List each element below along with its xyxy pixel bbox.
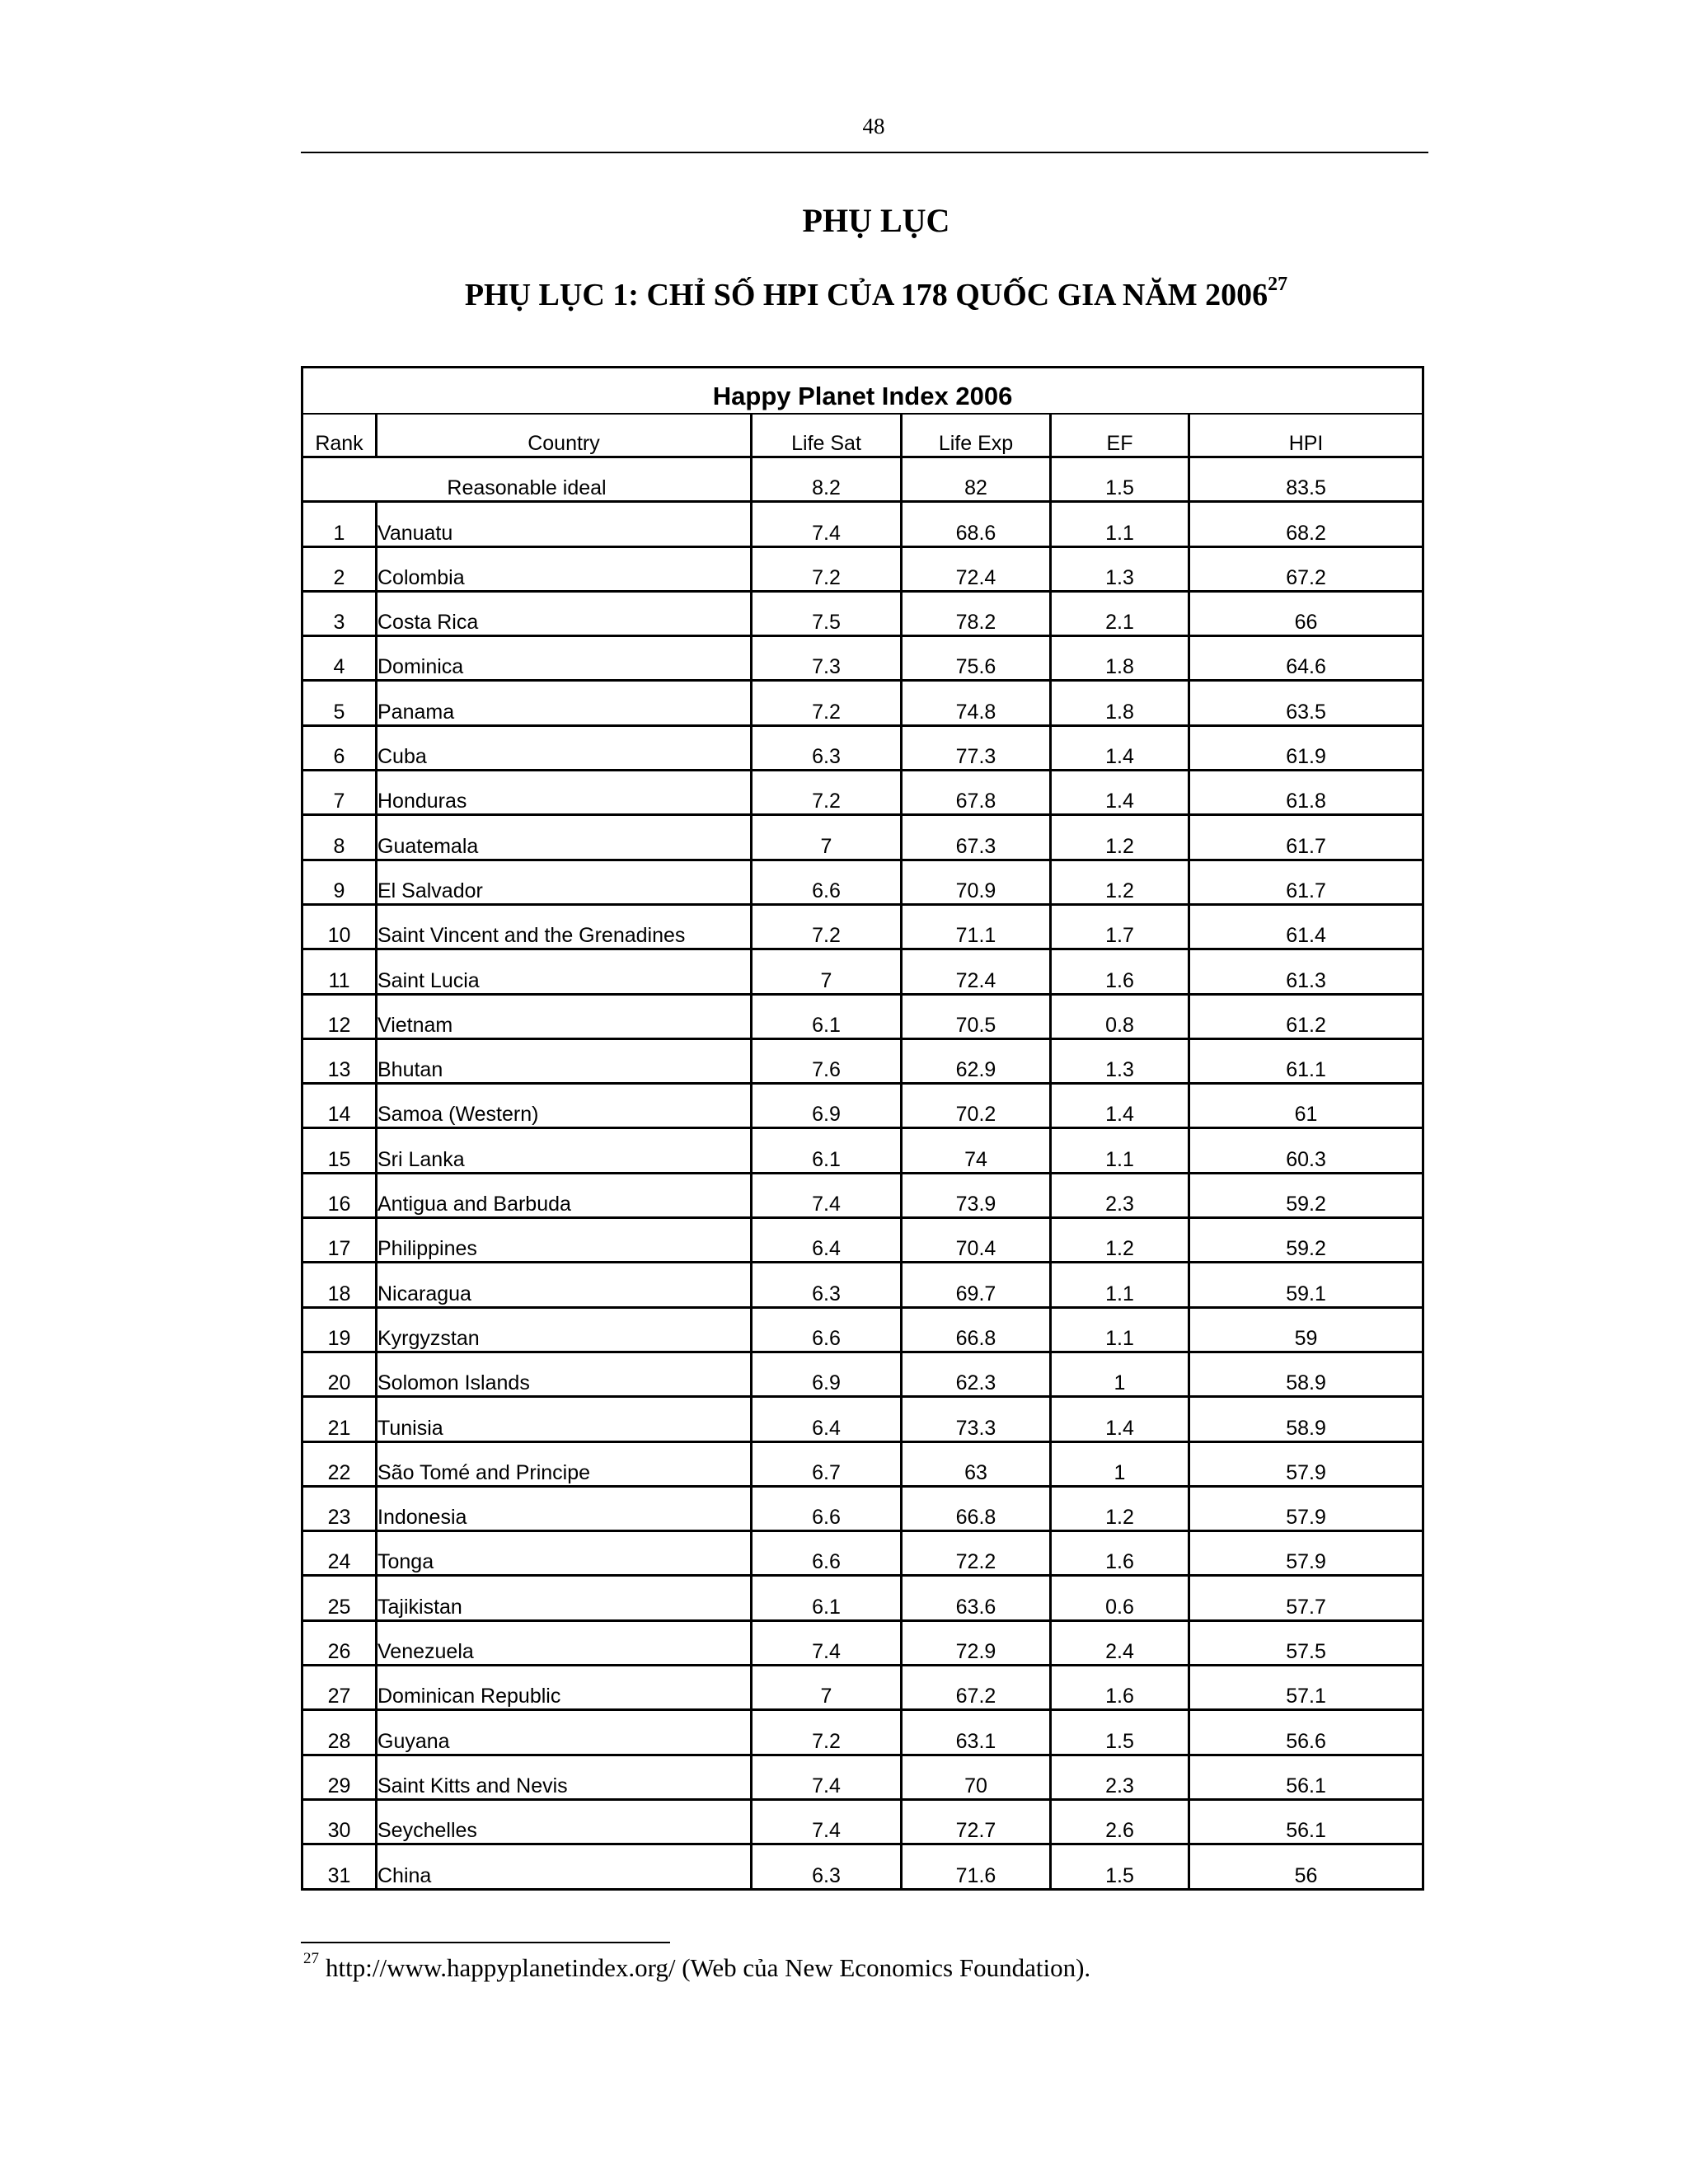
ef-cell: 1.3	[1051, 546, 1189, 591]
life-sat-cell: 7.4	[752, 1799, 902, 1844]
table-row	[302, 1173, 1423, 1217]
country-cell: Antigua and Barbuda	[377, 1173, 752, 1217]
table-row	[302, 949, 1423, 994]
ideal-hpi: 83.5	[1189, 457, 1423, 502]
hpi-cell: 61.7	[1189, 815, 1423, 860]
country-cell: Saint Kitts and Nevis	[377, 1755, 752, 1799]
country-cell: Guyana	[377, 1710, 752, 1755]
hpi-cell: 58.9	[1189, 1352, 1423, 1396]
ef-cell: 2.1	[1051, 591, 1189, 635]
country-cell: Nicaragua	[377, 1263, 752, 1307]
life-sat-cell: 7.4	[752, 1620, 902, 1665]
country-cell: Tajikistan	[377, 1576, 752, 1620]
life-sat-cell: 6.9	[752, 1352, 902, 1396]
ef-cell: 2.3	[1051, 1755, 1189, 1799]
life-sat-cell: 6.6	[752, 1486, 902, 1530]
appendix-subtitle	[0, 274, 1688, 313]
table-row	[302, 994, 1423, 1038]
life-exp-cell: 72.4	[902, 949, 1051, 994]
life-sat-cell: 7.5	[752, 591, 902, 635]
country-cell: Seychelles	[377, 1799, 752, 1844]
life-exp-cell: 66.8	[902, 1486, 1051, 1530]
life-exp-cell: 77.3	[902, 725, 1051, 770]
hpi-cell: 61.4	[1189, 904, 1423, 949]
life-sat-cell: 6.3	[752, 725, 902, 770]
hpi-cell: 63.5	[1189, 681, 1423, 725]
rank-cell: 6	[302, 725, 377, 770]
header-ef: EF	[1051, 414, 1189, 457]
life-exp-cell: 68.6	[902, 502, 1051, 546]
table-row	[302, 1084, 1423, 1128]
country-cell: Philippines	[377, 1218, 752, 1263]
hpi-cell: 56.6	[1189, 1710, 1423, 1755]
appendix-subtitle-text: PHỤ LỤC 1: CHỈ SỐ HPI CỦA 178 QUỐC GIA NĂM 2006	[464, 278, 1268, 312]
table-title-row	[302, 368, 1423, 414]
life-exp-cell: 63.6	[902, 1576, 1051, 1620]
rank-cell: 12	[302, 994, 377, 1038]
life-sat-cell: 6.1	[752, 994, 902, 1038]
country-cell: Costa Rica	[377, 591, 752, 635]
rank-cell: 4	[302, 636, 377, 681]
ef-cell: 1.6	[1051, 949, 1189, 994]
hpi-cell: 58.9	[1189, 1397, 1423, 1441]
rank-cell: 25	[302, 1576, 377, 1620]
life-sat-cell: 6.9	[752, 1084, 902, 1128]
life-exp-cell: 66.8	[902, 1307, 1051, 1352]
rank-cell: 5	[302, 681, 377, 725]
rank-cell: 3	[302, 591, 377, 635]
ef-cell: 0.8	[1051, 994, 1189, 1038]
table-row	[302, 1531, 1423, 1576]
country-cell: Dominican Republic	[377, 1666, 752, 1710]
life-exp-cell: 62.3	[902, 1352, 1051, 1396]
country-cell: Tunisia	[377, 1397, 752, 1441]
footnote-text: http://www.happyplanetindex.org/ (Web của New Economics Foundation).	[326, 1953, 1091, 1982]
rank-cell: 29	[302, 1755, 377, 1799]
ef-cell: 1.5	[1051, 1710, 1189, 1755]
life-exp-cell: 72.9	[902, 1620, 1051, 1665]
ideal-row	[302, 457, 1423, 502]
rank-cell: 9	[302, 860, 377, 904]
rank-cell: 14	[302, 1084, 377, 1128]
hpi-cell: 68.2	[1189, 502, 1423, 546]
ef-cell: 1.2	[1051, 815, 1189, 860]
table-row	[302, 1128, 1423, 1173]
table-row	[302, 1397, 1423, 1441]
country-cell: Sri Lanka	[377, 1128, 752, 1173]
table-row	[302, 502, 1423, 546]
table-row	[302, 546, 1423, 591]
hpi-cell: 56.1	[1189, 1799, 1423, 1844]
rank-cell: 30	[302, 1799, 377, 1844]
table-row	[302, 1755, 1423, 1799]
header-rule	[301, 152, 1428, 153]
ef-cell: 1.4	[1051, 771, 1189, 815]
hpi-cell: 57.7	[1189, 1576, 1423, 1620]
rank-cell: 26	[302, 1620, 377, 1665]
header-life-exp: Life Exp	[902, 414, 1051, 457]
ideal-ef: 1.5	[1051, 457, 1189, 502]
rank-cell: 13	[302, 1038, 377, 1083]
life-exp-cell: 72.4	[902, 546, 1051, 591]
rank-cell: 17	[302, 1218, 377, 1263]
life-sat-cell: 6.6	[752, 1307, 902, 1352]
rank-cell: 1	[302, 502, 377, 546]
ef-cell: 1.2	[1051, 860, 1189, 904]
country-cell: Solomon Islands	[377, 1352, 752, 1396]
rank-cell: 22	[302, 1441, 377, 1486]
rank-cell: 24	[302, 1531, 377, 1576]
hpi-cell: 57.9	[1189, 1531, 1423, 1576]
life-exp-cell: 70.5	[902, 994, 1051, 1038]
life-exp-cell: 67.2	[902, 1666, 1051, 1710]
hpi-cell: 64.6	[1189, 636, 1423, 681]
country-cell: Colombia	[377, 546, 752, 591]
table-row	[302, 815, 1423, 860]
table-row	[302, 1666, 1423, 1710]
ideal-life-exp: 82	[902, 457, 1051, 502]
hpi-cell: 59.1	[1189, 1263, 1423, 1307]
ef-cell: 1.4	[1051, 725, 1189, 770]
life-sat-cell: 6.1	[752, 1128, 902, 1173]
country-cell: Venezuela	[377, 1620, 752, 1665]
life-sat-cell: 7	[752, 815, 902, 860]
life-sat-cell: 7.2	[752, 904, 902, 949]
ef-cell: 1.4	[1051, 1084, 1189, 1128]
appendix-title: PHỤ LỤC	[802, 202, 950, 239]
country-cell: Bhutan	[377, 1038, 752, 1083]
life-exp-cell: 69.7	[902, 1263, 1051, 1307]
ef-cell: 1.4	[1051, 1397, 1189, 1441]
life-sat-cell: 6.3	[752, 1844, 902, 1889]
footnote-number: 27	[303, 1950, 319, 1967]
country-cell: Samoa (Western)	[377, 1084, 752, 1128]
hpi-cell: 61.3	[1189, 949, 1423, 994]
hpi-cell: 61	[1189, 1084, 1423, 1128]
ef-cell: 1.1	[1051, 502, 1189, 546]
hpi-cell: 61.1	[1189, 1038, 1423, 1083]
life-sat-cell: 6.6	[752, 1531, 902, 1576]
rank-cell: 31	[302, 1844, 377, 1889]
ideal-life-sat: 8.2	[752, 457, 902, 502]
life-exp-cell: 78.2	[902, 591, 1051, 635]
life-exp-cell: 70	[902, 1755, 1051, 1799]
life-sat-cell: 7.4	[752, 502, 902, 546]
hpi-cell: 67.2	[1189, 546, 1423, 591]
country-cell: Saint Lucia	[377, 949, 752, 994]
table-row	[302, 1576, 1423, 1620]
rank-cell: 15	[302, 1128, 377, 1173]
life-sat-cell: 7.2	[752, 681, 902, 725]
ef-cell: 1.1	[1051, 1307, 1189, 1352]
life-sat-cell: 6.4	[752, 1218, 902, 1263]
life-sat-cell: 7.6	[752, 1038, 902, 1083]
life-exp-cell: 74.8	[902, 681, 1051, 725]
life-sat-cell: 6.3	[752, 1263, 902, 1307]
ef-cell: 1.8	[1051, 636, 1189, 681]
country-cell: Tonga	[377, 1531, 752, 1576]
hpi-cell: 57.1	[1189, 1666, 1423, 1710]
life-exp-cell: 72.7	[902, 1799, 1051, 1844]
hpi-cell: 57.9	[1189, 1441, 1423, 1486]
table-row	[302, 771, 1423, 815]
footnote-reference[interactable]: 27	[1268, 274, 1288, 295]
table-row	[302, 591, 1423, 635]
country-cell: Guatemala	[377, 815, 752, 860]
table-row	[302, 1038, 1423, 1083]
country-cell: Cuba	[377, 725, 752, 770]
hpi-table	[301, 366, 1424, 1891]
life-exp-cell: 72.2	[902, 1531, 1051, 1576]
table-row	[302, 1307, 1423, 1352]
country-cell: El Salvador	[377, 860, 752, 904]
rank-cell: 8	[302, 815, 377, 860]
table-header-row	[302, 414, 1423, 457]
rank-cell: 7	[302, 771, 377, 815]
rank-cell: 16	[302, 1173, 377, 1217]
life-sat-cell: 6.7	[752, 1441, 902, 1486]
table-row	[302, 1844, 1423, 1889]
life-exp-cell: 62.9	[902, 1038, 1051, 1083]
hpi-cell: 60.3	[1189, 1128, 1423, 1173]
ef-cell: 1	[1051, 1441, 1189, 1486]
hpi-cell: 61.2	[1189, 994, 1423, 1038]
ideal-label: Reasonable ideal	[302, 457, 752, 502]
table-row	[302, 636, 1423, 681]
ef-cell: 1.2	[1051, 1218, 1189, 1263]
table-row	[302, 1486, 1423, 1530]
life-exp-cell: 67.3	[902, 815, 1051, 860]
life-exp-cell: 70.4	[902, 1218, 1051, 1263]
life-sat-cell: 6.6	[752, 860, 902, 904]
ef-cell: 0.6	[1051, 1576, 1189, 1620]
ef-cell: 1.6	[1051, 1666, 1189, 1710]
life-exp-cell: 75.6	[902, 636, 1051, 681]
country-cell: Panama	[377, 681, 752, 725]
table-row	[302, 1620, 1423, 1665]
ef-cell: 1.3	[1051, 1038, 1189, 1083]
hpi-cell: 66	[1189, 591, 1423, 635]
life-exp-cell: 74	[902, 1128, 1051, 1173]
hpi-cell: 59	[1189, 1307, 1423, 1352]
life-sat-cell: 7	[752, 1666, 902, 1710]
header-life-sat: Life Sat	[752, 414, 902, 457]
table-row	[302, 681, 1423, 725]
life-sat-cell: 7.4	[752, 1173, 902, 1217]
rank-cell: 27	[302, 1666, 377, 1710]
header-hpi: HPI	[1189, 414, 1423, 457]
life-sat-cell: 6.4	[752, 1397, 902, 1441]
table-row	[302, 1441, 1423, 1486]
hpi-cell: 59.2	[1189, 1218, 1423, 1263]
rank-cell: 19	[302, 1307, 377, 1352]
ef-cell: 2.4	[1051, 1620, 1189, 1665]
ef-cell: 1	[1051, 1352, 1189, 1396]
hpi-cell: 57.5	[1189, 1620, 1423, 1665]
life-exp-cell: 70.2	[902, 1084, 1051, 1128]
rank-cell: 2	[302, 546, 377, 591]
table-row	[302, 860, 1423, 904]
page-number: 48	[862, 114, 885, 138]
ef-cell: 2.6	[1051, 1799, 1189, 1844]
table-row	[302, 725, 1423, 770]
life-sat-cell: 7.2	[752, 546, 902, 591]
life-sat-cell: 7.3	[752, 636, 902, 681]
hpi-cell: 59.2	[1189, 1173, 1423, 1217]
table-row	[302, 1263, 1423, 1307]
life-exp-cell: 73.9	[902, 1173, 1051, 1217]
hpi-cell: 57.9	[1189, 1486, 1423, 1530]
footnote-separator	[301, 1942, 670, 1943]
rank-cell: 11	[302, 949, 377, 994]
table-row	[302, 1710, 1423, 1755]
header-country: Country	[377, 414, 752, 457]
country-cell: São Tomé and Principe	[377, 1441, 752, 1486]
table-row	[302, 1352, 1423, 1396]
ef-cell: 1.1	[1051, 1263, 1189, 1307]
rank-cell: 10	[302, 904, 377, 949]
life-exp-cell: 63	[902, 1441, 1051, 1486]
ef-cell: 1.2	[1051, 1486, 1189, 1530]
hpi-cell: 61.9	[1189, 725, 1423, 770]
country-cell: Vanuatu	[377, 502, 752, 546]
header-rank: Rank	[302, 414, 377, 457]
footnote	[303, 1950, 1091, 1983]
rank-cell: 21	[302, 1397, 377, 1441]
hpi-cell: 61.8	[1189, 771, 1423, 815]
life-sat-cell: 7.2	[752, 771, 902, 815]
country-cell: Kyrgyzstan	[377, 1307, 752, 1352]
life-exp-cell: 63.1	[902, 1710, 1051, 1755]
table-row	[302, 1218, 1423, 1263]
hpi-cell: 56.1	[1189, 1755, 1423, 1799]
country-cell: Honduras	[377, 771, 752, 815]
life-exp-cell: 70.9	[902, 860, 1051, 904]
hpi-cell: 61.7	[1189, 860, 1423, 904]
rank-cell: 28	[302, 1710, 377, 1755]
life-exp-cell: 71.1	[902, 904, 1051, 949]
life-sat-cell: 7	[752, 949, 902, 994]
hpi-cell: 56	[1189, 1844, 1423, 1889]
ef-cell: 1.8	[1051, 681, 1189, 725]
country-cell: Dominica	[377, 636, 752, 681]
ef-cell: 2.3	[1051, 1173, 1189, 1217]
rank-cell: 23	[302, 1486, 377, 1530]
ef-cell: 1.5	[1051, 1844, 1189, 1889]
ef-cell: 1.6	[1051, 1531, 1189, 1576]
table-row	[302, 904, 1423, 949]
country-cell: Indonesia	[377, 1486, 752, 1530]
country-cell: Vietnam	[377, 994, 752, 1038]
table-row	[302, 1799, 1423, 1844]
life-sat-cell: 7.4	[752, 1755, 902, 1799]
life-sat-cell: 7.2	[752, 1710, 902, 1755]
life-exp-cell: 71.6	[902, 1844, 1051, 1889]
ef-cell: 1.7	[1051, 904, 1189, 949]
rank-cell: 20	[302, 1352, 377, 1396]
country-cell: Saint Vincent and the Grenadines	[377, 904, 752, 949]
table-title: Happy Planet Index 2006	[302, 368, 1423, 414]
life-exp-cell: 73.3	[902, 1397, 1051, 1441]
life-exp-cell: 67.8	[902, 771, 1051, 815]
rank-cell: 18	[302, 1263, 377, 1307]
country-cell: China	[377, 1844, 752, 1889]
life-sat-cell: 6.1	[752, 1576, 902, 1620]
ef-cell: 1.1	[1051, 1128, 1189, 1173]
